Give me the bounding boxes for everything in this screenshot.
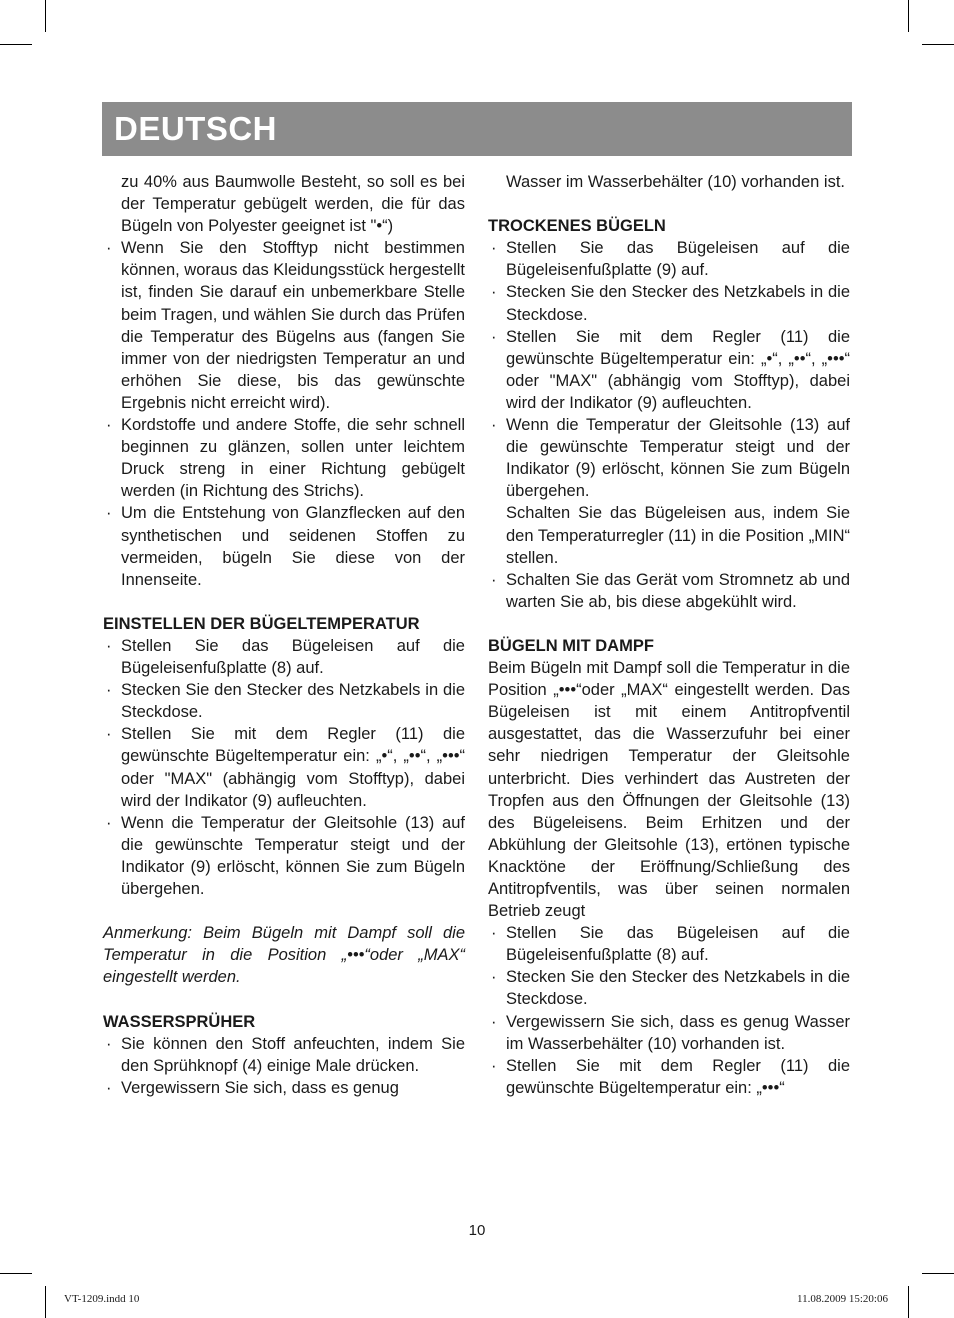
list-item-text: Wenn Sie den Stofftyp nicht bestimmen können, woraus das Kleidungsstück hergestellt ist, finden Sie darauf ein unbemerkbare Stelle beim Tragen, und wählen Sie durch das Prüfen die Temperatur des Bügelns aus (fangen Sie immer von der niedrigsten Temperatur an und erhöhen Sie diese, bis das gewünschte Ergebnis nicht erreicht wird).: [121, 239, 465, 412]
list-item: [103, 723, 465, 811]
bullet-list-sprayer: [103, 1033, 465, 1099]
footer-file-name: VT-1209.indd 10: [64, 1293, 140, 1305]
bullet-icon: ·: [106, 416, 112, 435]
section-heading-sprayer: WASSERSPRÜHER: [103, 1012, 256, 1031]
list-item-text: Kordstoffe und andere Stoffe, die sehr schnell beginnen zu glänzen, sollen unter leichtem Druck streng in einer Richtung gebügelt werden (in Richtung des Strichs).: [121, 416, 465, 501]
list-item: [103, 812, 465, 900]
list-item-subparagraph: Schalten Sie das Bügeleisen aus, indem Sie den Temperaturregler (11) in die Position „MIN“ stellen.: [506, 504, 850, 567]
list-item-text: Wenn die Temperatur der Gleitsohle (13) auf die gewünschte Temperatur steigt und der Indikator (9) erlöscht, können Sie zum Bügeln übergehen.: [121, 813, 465, 898]
list-item-text: Schalten Sie das Gerät vom Stromnetz ab und warten Sie ab, bis diese abgekühlt wird.: [506, 570, 850, 611]
bullet-icon: ·: [106, 725, 112, 744]
list-item-text: Stellen Sie das Bügeleisen auf die Bügeleisenfußplatte (8) auf.: [121, 636, 465, 678]
continued-text: zu 40% aus Baumwolle Besteht, so soll es bei der Temperatur gebügelt werden, die für das Bügeln von Polyester geeignet ist "•“): [121, 173, 465, 236]
crop-mark: [0, 44, 32, 45]
bullet-icon: ·: [491, 283, 497, 302]
bullet-list-temperature: [103, 635, 465, 900]
bullet-icon: ·: [491, 327, 497, 346]
bullet-list-dry-ironing: [488, 237, 850, 613]
right-column: [488, 171, 850, 1099]
bullet-list-steam-ironing: [488, 922, 850, 1099]
list-item-text: Vergewissern Sie sich, dass es genug: [121, 1078, 399, 1097]
list-item: [103, 1077, 465, 1099]
crop-mark: [908, 1286, 909, 1318]
list-item: [103, 635, 465, 679]
list-item: [103, 1033, 465, 1077]
bullet-icon: ·: [491, 1012, 497, 1031]
section-heading-steam-ironing: BÜGELN MIT DAMPF: [488, 636, 654, 655]
list-item: [488, 1011, 850, 1055]
bullet-icon: ·: [491, 570, 497, 589]
list-item-text: Sie können den Stoff anfeuchten, indem Sie den Sprühknopf (4) einige Male drücken.: [121, 1034, 465, 1075]
language-title: DEUTSCH: [114, 110, 278, 147]
note-text: Anmerkung: Beim Bügeln mit Dampf soll die Temperatur in die Position „•••“oder „MAX“ eingestellt werden.: [103, 924, 465, 987]
list-item-text: Stecken Sie den Stecker des Netzkabels in die Steckdose.: [506, 283, 850, 324]
list-item-text: Stellen Sie das Bügeleisen auf die Bügeleisenfußplatte (9) auf.: [506, 239, 850, 280]
crop-mark: [922, 1273, 954, 1274]
bullet-icon: ·: [106, 1078, 112, 1097]
continued-text: Wasser im Wasserbehälter (10) vorhanden ist.: [506, 173, 845, 191]
bullet-icon: ·: [491, 416, 497, 435]
crop-mark: [0, 1273, 32, 1274]
section-heading-dry-ironing: TROCKENES BÜGELN: [488, 217, 666, 236]
list-item: [103, 502, 465, 590]
bullet-icon: ·: [106, 239, 112, 258]
list-item-text: Stecken Sie den Stecker des Netzkabels in die Steckdose.: [506, 968, 850, 1009]
bullet-icon: ·: [491, 968, 497, 987]
language-header-bar: [102, 102, 852, 156]
list-item: [488, 922, 850, 966]
bullet-list-tips: [103, 237, 465, 591]
crop-mark: [45, 1286, 46, 1318]
bullet-icon: ·: [106, 681, 112, 700]
list-item: [103, 414, 465, 502]
list-item: [488, 281, 850, 325]
list-item-text: Stellen Sie mit dem Regler (11) die gewünschte Bügeltemperatur ein: „•“, „••“, „•••“ oder "MAX" (abhängig vom Stofftyp), dabei wird der Indikator (9) aufleuchten.: [121, 725, 465, 810]
bullet-icon: ·: [106, 813, 112, 832]
bullet-icon: ·: [491, 1056, 497, 1075]
list-item-text: Stecken Sie den Stecker des Netzkabels in die Steckdose.: [121, 681, 465, 722]
bullet-icon: ·: [106, 636, 112, 655]
section-heading-temperature: EINSTELLEN DER BÜGELTEMPERATUR: [103, 614, 420, 633]
list-item: [488, 237, 850, 281]
crop-mark: [922, 44, 954, 45]
bullet-icon: ·: [106, 504, 112, 523]
list-item: [488, 569, 850, 613]
list-item: [488, 326, 850, 414]
list-item: [103, 237, 465, 414]
bullet-icon: ·: [106, 1034, 112, 1053]
crop-mark: [908, 0, 909, 32]
list-item-text: Stellen Sie mit dem Regler (11) die gewünschte Bügeltemperatur ein: „•••“: [506, 1056, 850, 1097]
page-number: 10: [468, 1222, 486, 1239]
list-item-text: Um die Entstehung von Glanzflecken auf den synthetischen und seidenen Stoffen zu vermeiden, bügeln Sie diese von der Innenseite.: [121, 504, 465, 589]
list-item-text: Stellen Sie mit dem Regler (11) die gewünschte Bügeltemperatur ein: „•“, „••“, „•••“ oder "MAX" (abhängig vom Stofftyp), dabei wird der Indikator (9) aufleuchten.: [506, 327, 850, 412]
list-item-text: Wenn die Temperatur der Gleitsohle (13) auf die gewünschte Temperatur steigt und der Indikator (9) erlöscht, können Sie zum Bügeln übergehen.: [506, 416, 850, 501]
list-item: [488, 414, 850, 569]
list-item: [488, 1055, 850, 1099]
steam-paragraph: Beim Bügeln mit Dampf soll die Temperatur in die Position „•••“oder „MAX“ eingestellt werden. Das Bügeleisen ist mit einem Antitropfventil ausgestattet, das die Wasserzufuhr bei einer sehr niedrigen Temperatur der Gleitsohle unterbricht. Dies verhindert das Austreten der Tropfen aus den Öffnungen der Gleitsohle (13) des Bügeleisens. Beim Erhitzen und der Abkühlung der Gleitsohle (13), ertönen typische Knacktöne der Eröffnung/Schließung des Antitropfventils, was über seinen normalen Betrieb zeugt: [488, 659, 850, 921]
list-item: [488, 966, 850, 1010]
footer-timestamp: 11.08.2009 15:20:06: [797, 1293, 888, 1305]
list-item-text: Vergewissern Sie sich, dass es genug Wasser im Wasserbehälter (10) vorhanden ist.: [506, 1012, 850, 1053]
list-item: [103, 679, 465, 723]
bullet-icon: ·: [491, 239, 497, 258]
list-item-text: Stellen Sie das Bügeleisen auf die Bügeleisenfußplatte (8) auf.: [506, 924, 850, 965]
crop-mark: [45, 0, 46, 32]
bullet-icon: ·: [491, 924, 497, 943]
left-column: [103, 171, 465, 1099]
